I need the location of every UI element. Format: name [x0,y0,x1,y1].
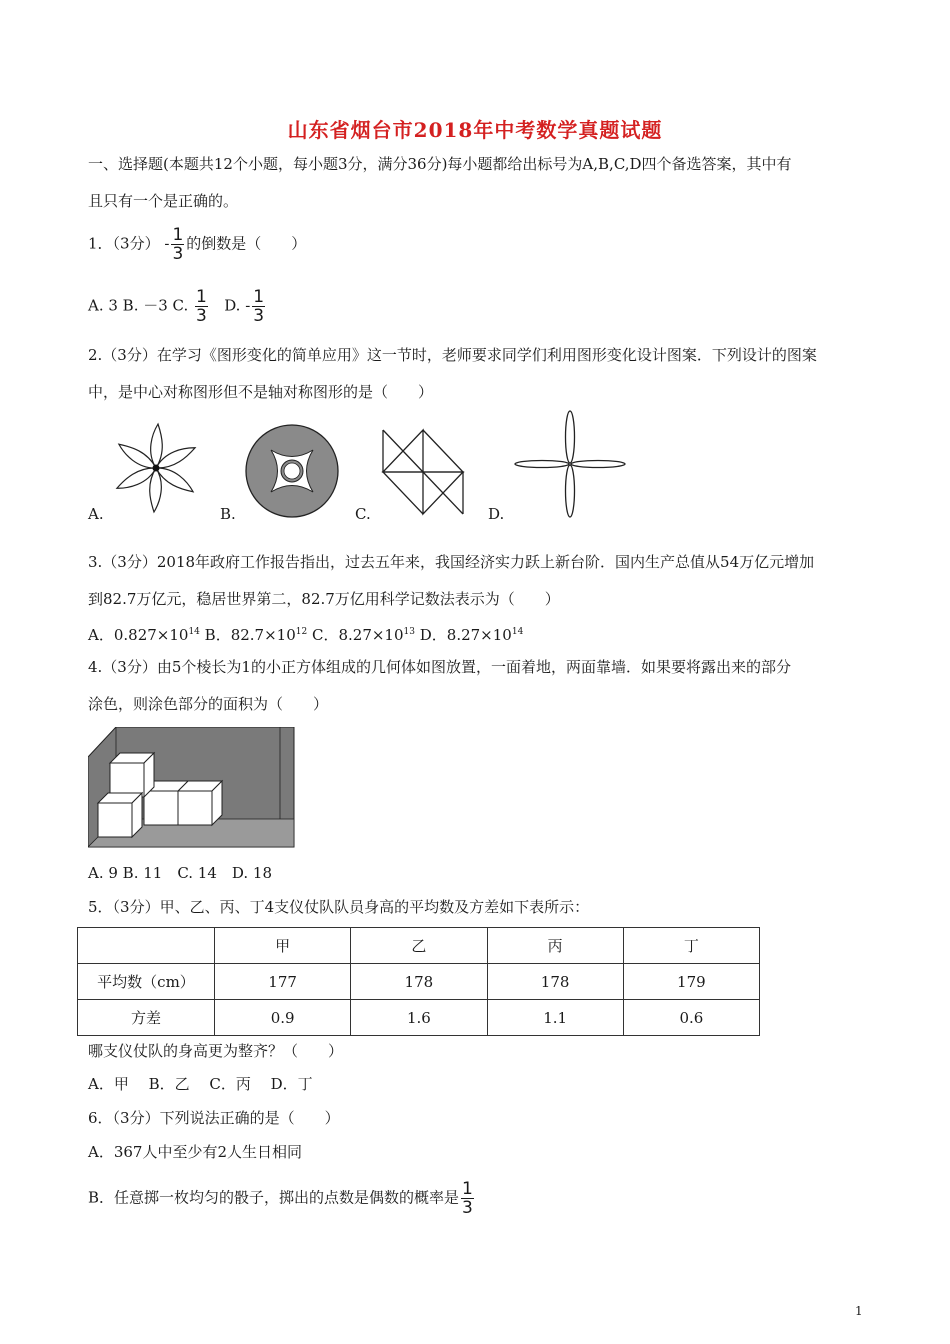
table-cell: 1.6 [351,1000,487,1036]
q3-option-b: B．82.7×10 [204,626,296,644]
table-header-cell: 甲 [215,928,351,964]
q3-option-a-exp: 14 [188,627,200,637]
q2-figure-b-disk [243,423,341,519]
q5-line1: 5．（3分）甲、乙、丙、丁4支仪仗队队员身高的平均数及方差如下表所示： [88,898,590,916]
q6-option-b-text: B．任意掷一枚均匀的骰子，掷出的点数是偶数的概率是 [88,1188,460,1207]
q1-opt-c-num: 1 [196,287,207,307]
page-number: 1 [855,1304,863,1318]
table-row [78,1000,760,1036]
q5-question: 哪支仪仗队的身高更为整齐？（ ） [88,1042,344,1060]
q6-opt-b-den: 3 [462,1198,473,1218]
q4-line2: 涂色，则涂色部分的面积为（ ） [88,695,329,713]
q1-opt-d-den: 3 [253,306,265,326]
table-cell: 178 [487,964,623,1000]
q5-data-table [77,927,760,1036]
q2-label-c: C. [355,505,371,523]
q1-fraction [171,226,184,263]
q3-line2: 到82.7万亿元，稳居世界第二，82.7万亿用科学记数法表示为（ ） [88,590,560,608]
section-intro-line1: 一、选择题(本题共12个小题，每小题3分，满分36分)每小题都给出标号为A,B,C,D四个备选答案，其中有 [88,155,792,173]
table-header-cell [78,928,215,964]
q2-figure-d-cross [512,408,628,520]
table-cell: 179 [623,964,759,1000]
q3-option-b-exp: 12 [295,627,308,637]
q3-option-a: A．0.827×10 [88,626,189,644]
q2-label-d: D. [488,505,505,523]
q2-label-b: B. [220,505,236,523]
q3-option-d-exp: 14 [511,627,524,637]
q6-opt-b-num: 1 [462,1179,473,1199]
table-header-cell: 丁 [623,928,759,964]
q1-options [88,288,267,325]
q3-option-c-exp: 13 [403,627,415,637]
q1-options-ab: A. 3 B. －3 C. [88,296,189,315]
q3-options [88,622,523,645]
q6-option-b-fraction [461,1180,474,1217]
q2-label-a: A. [88,505,104,523]
page-title: 山东省烟台市2018年中考数学真题试题 [287,118,663,142]
table-cell: 平均数（cm） [78,964,215,1000]
q1-frac-den: 3 [172,244,184,264]
q6-line1: 6．（3分）下列说法正确的是（ ） [88,1109,340,1127]
q1-opt-d-num: 1 [253,287,265,307]
q3-option-c: C．8.27×10 [311,626,404,644]
table-header-cell: 丙 [487,928,623,964]
q1-frac-num: 1 [172,225,184,245]
q1-option-d-fraction [252,288,265,325]
table-header-cell: 乙 [351,928,487,964]
q2-figure-a-flower [110,420,206,518]
q1-option-d-prefix: D. - [224,296,251,315]
table-cell: 177 [215,964,351,1000]
q3-line1: 3.（3分）2018年政府工作报告指出，过去五年来，我国经济实力跃上新台阶．国内生产总值从54万亿元增加 [88,553,815,571]
q2-line1: 2.（3分）在学习《图形变化的简单应用》这一节时，老师要求同学们利用图形变化设计图案．下列设计的图案 [88,346,817,364]
q6-option-a: A．367人中至少有2人生日相同 [88,1143,303,1161]
section-intro-line2: 且只有一个是正确的。 [88,192,239,210]
q2-line2: 中，是中心对称图形但不是轴对称图形的是（ ） [88,383,434,401]
q5-options: A．甲 B．乙 C．丙 D．丁 [88,1075,313,1093]
q3-option-d: D．8.27×10 [419,626,512,644]
q1-opt-c-den: 3 [196,306,207,326]
table-cell: 0.9 [215,1000,351,1036]
table-cell: 1.1 [487,1000,623,1036]
table-header-row [78,928,760,964]
table-cell: 178 [351,964,487,1000]
table-row [78,964,760,1000]
q1-suffix: 的倒数是（ ） [186,234,307,253]
q4-options: A. 9 B. 11 C. 14 D. 18 [88,864,273,882]
table-cell: 0.6 [623,1000,759,1036]
q4-figure-cubes [88,727,298,849]
question-1 [88,226,306,263]
q4-line1: 4.（3分）由5个棱长为1的小正方体组成的几何体如图放置，一面着地，两面靠墙．如果要将露出来的部分 [88,658,791,676]
table-cell: 方差 [78,1000,215,1036]
q6-option-b [88,1180,476,1217]
q1-option-c-fraction [195,288,208,325]
q1-prefix: 1．（3分） - [88,234,170,253]
q2-figure-c-pinwheel [380,428,466,516]
